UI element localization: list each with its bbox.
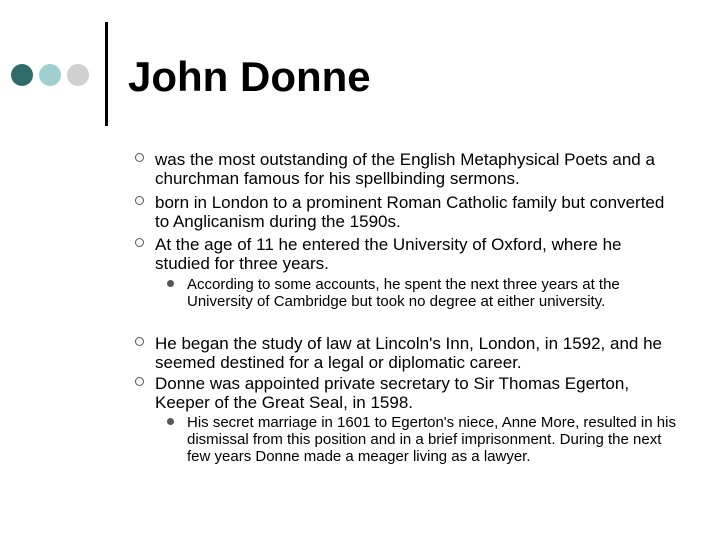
dot-dark-icon [11, 64, 33, 86]
slide-title: John Donne [128, 53, 371, 100]
bullet-text: born in London to a prominent Roman Catholic family but converted to Anglicanism during the 1590s. [155, 193, 665, 231]
sub-bullet-item [187, 414, 677, 465]
hollow-bullet-icon [135, 153, 144, 162]
bullet-text: At the age of 11 he entered the University of Oxford, where he studied for three years. [155, 235, 622, 273]
bullet-text: was the most outstanding of the English Metaphysical Poets and a churchman famous for his spellbinding sermons. [155, 150, 655, 188]
hollow-bullet-icon [135, 337, 144, 346]
bullet-item [155, 235, 675, 273]
hollow-bullet-icon [135, 377, 144, 386]
bullet-item [155, 150, 675, 188]
decorative-dots [11, 64, 101, 86]
bullet-item [155, 374, 675, 412]
bullet-item [155, 334, 675, 372]
sub-bullet-text: According to some accounts, he spent the next three years at the University of Cambridge but took no degree at either university. [187, 276, 620, 310]
bullet-text: Donne was appointed private secretary to Sir Thomas Egerton, Keeper of the Great Seal, in 1598. [155, 374, 630, 412]
dot-gray-icon [67, 64, 89, 86]
filled-bullet-icon [167, 418, 174, 425]
bullet-text: He began the study of law at Lincoln's Inn, London, in 1592, and he seemed destined for a legal or diplomatic career. [155, 334, 663, 372]
sub-bullet-text: His secret marriage in 1601 to Egerton's niece, Anne More, resulted in his dismissal from this position and in a brief imprisonment. During the next few years Donne made a meager living as a lawyer. [187, 414, 676, 465]
title-divider [105, 22, 108, 126]
dot-light-icon [39, 64, 61, 86]
sub-bullet-item [187, 276, 677, 310]
hollow-bullet-icon [135, 196, 144, 205]
hollow-bullet-icon [135, 238, 144, 247]
filled-bullet-icon [167, 280, 174, 287]
bullet-item [155, 193, 675, 231]
